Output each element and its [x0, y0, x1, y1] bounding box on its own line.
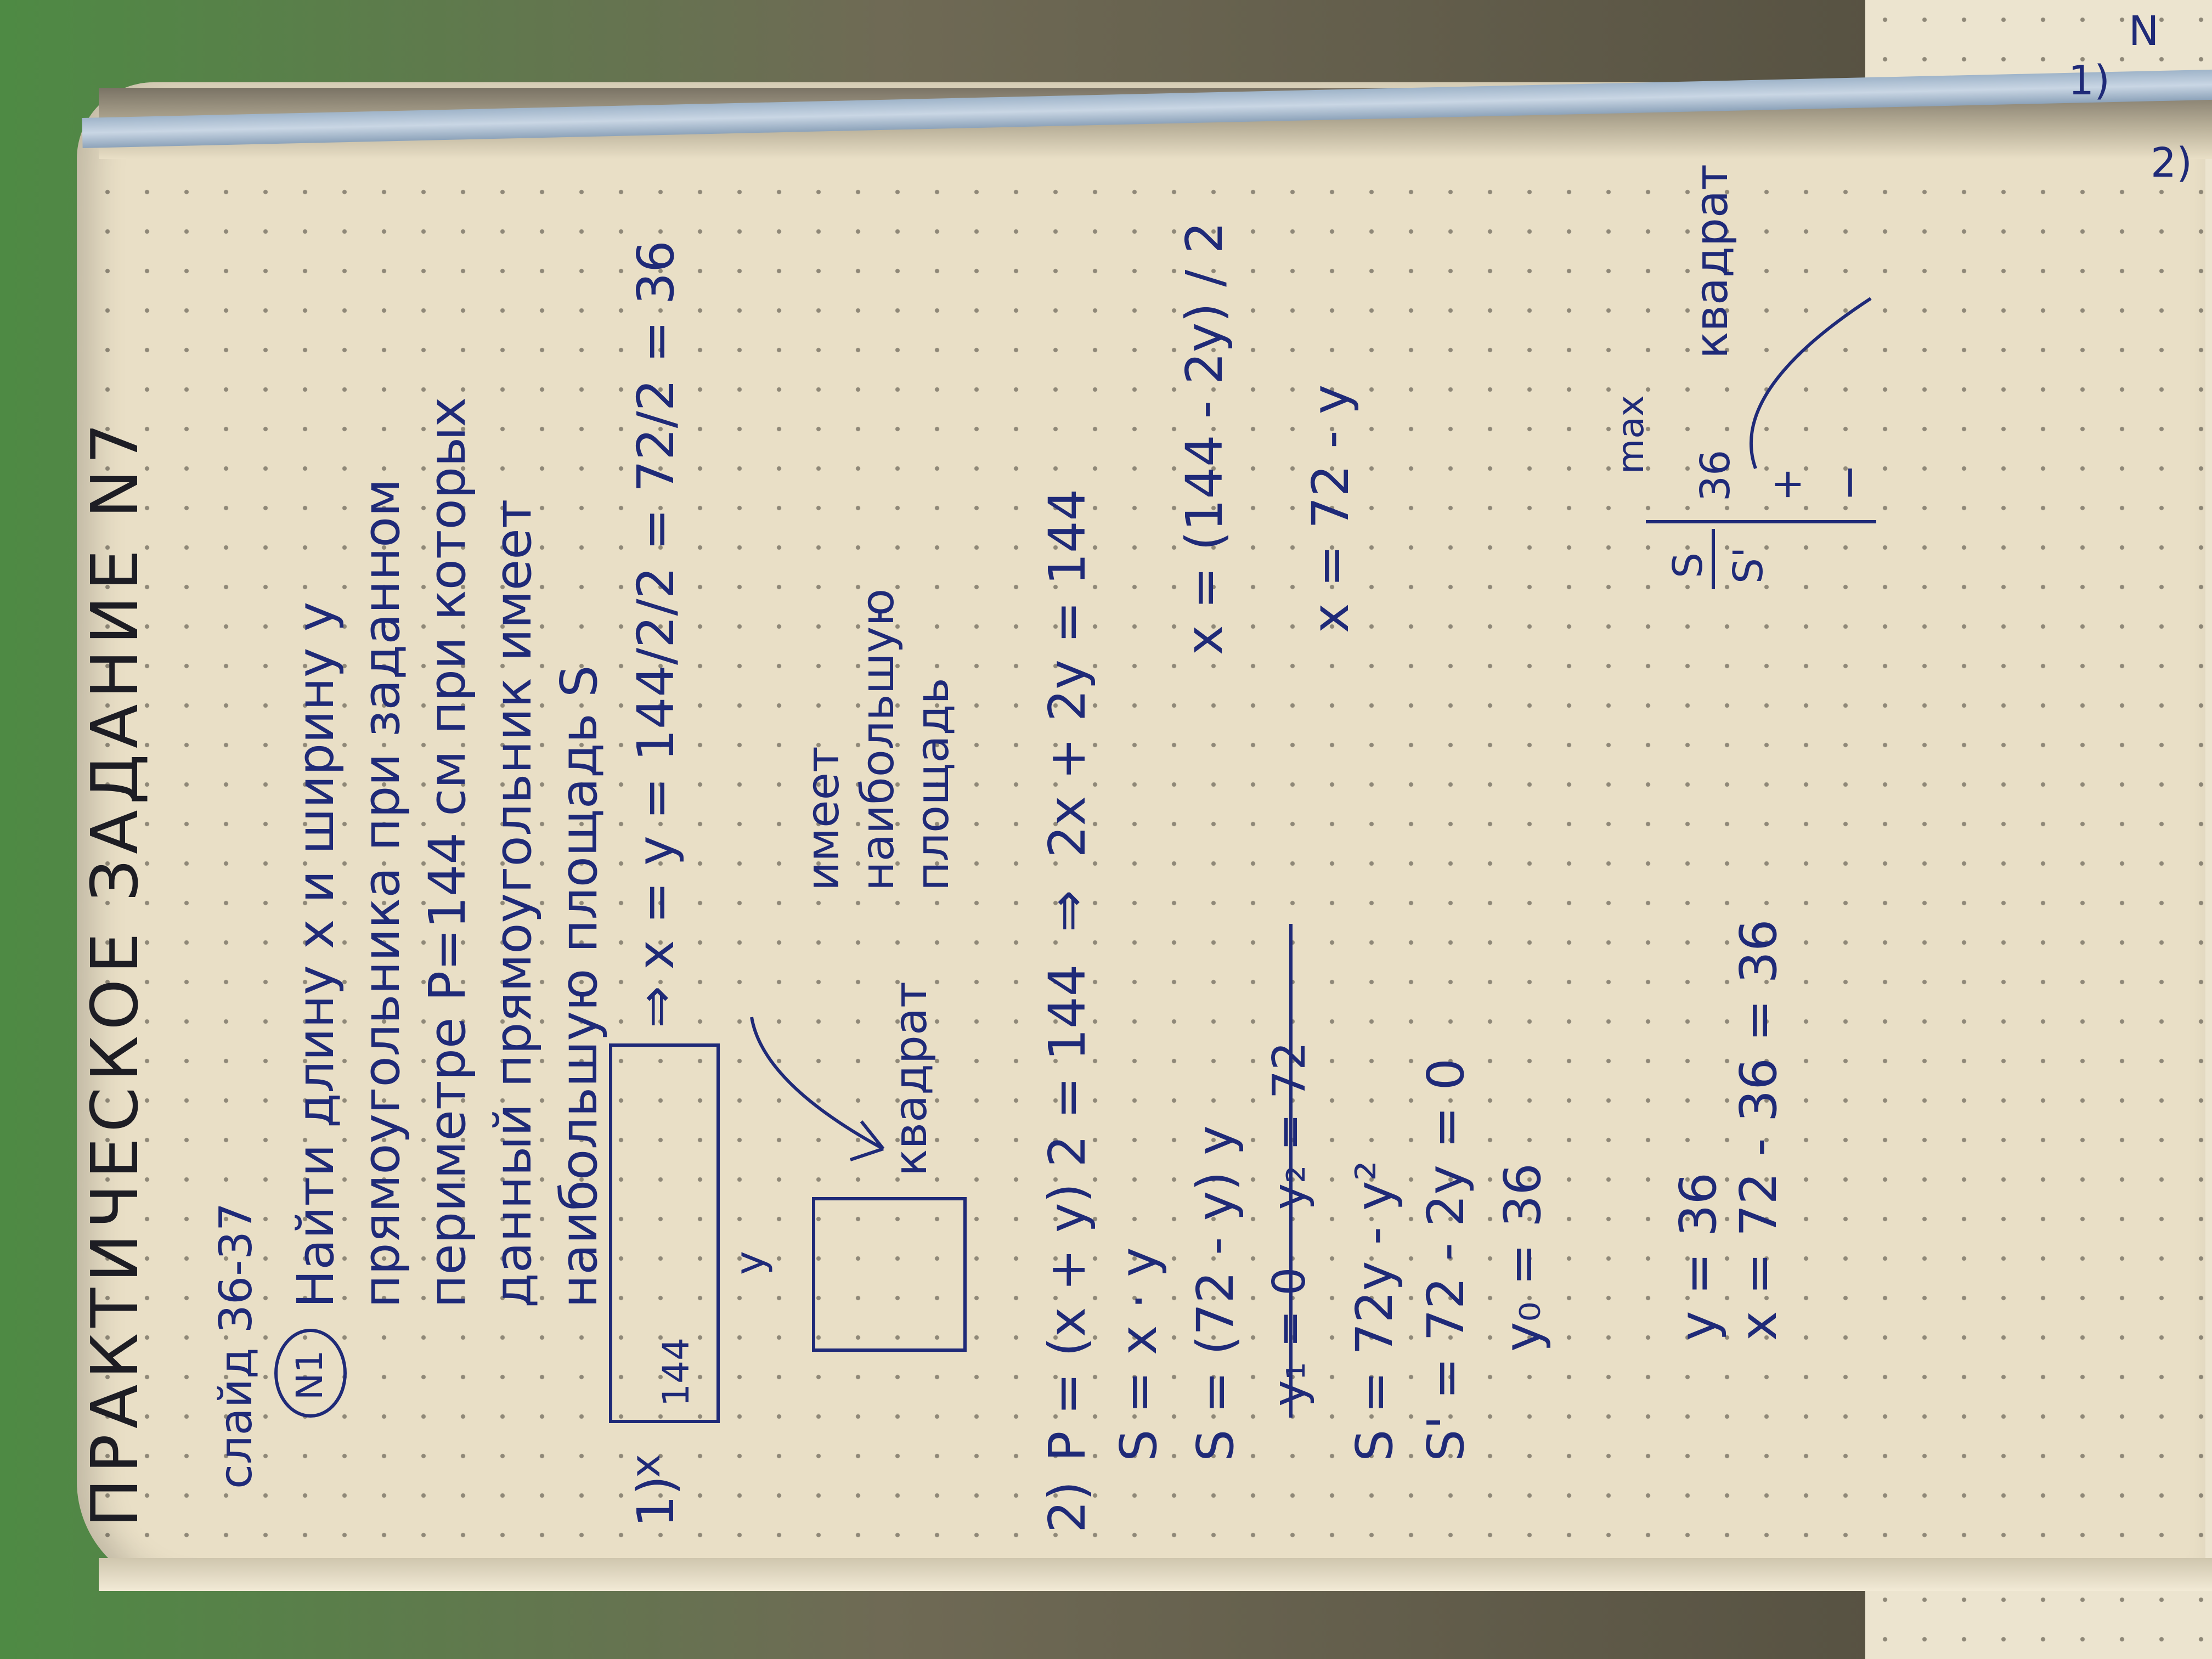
part1-result: ⇒ x = y = 144/2/2 = 72/2 = 36: [627, 240, 685, 1028]
page-title: ПРАКТИЧЕСКОЕ ЗАДАНИЕ N7: [77, 417, 153, 1527]
sign-chart: [1610, 95, 1876, 644]
sign-minus: −: [1823, 464, 1875, 501]
part2-line-4: y₁ = 0 y₂ = 72: [1263, 1041, 1316, 1407]
task-line-4: данный прямоугольник имеет: [484, 499, 543, 1308]
part2-line-7: y₀ = 36: [1493, 1163, 1552, 1352]
next-page-fragment-1: N: [2129, 8, 2159, 55]
sign-chart-axis: [1646, 520, 1876, 523]
next-page-fragment-3: 2): [2151, 139, 2192, 187]
part2-line-2: S = x · y: [1109, 1247, 1168, 1462]
rect-perimeter-note: 144: [655, 1338, 697, 1407]
next-page-fragment-2: 1): [2068, 57, 2110, 104]
answer-y: y = 36: [1669, 1172, 1728, 1341]
task-line-1: Найти длину x и ширину y: [286, 601, 345, 1308]
slide-note: слайд 36-37: [210, 1202, 262, 1489]
parabola-sketch: [1745, 282, 1887, 479]
sign-verdict: квадрат: [1686, 164, 1738, 359]
arrow-to-square: [741, 1006, 905, 1182]
sign-plus: +: [1763, 467, 1810, 501]
sign-row-s: S: [1664, 552, 1712, 578]
x-derivation-2: x = 72 - y: [1301, 384, 1360, 633]
conclusion-3: площадь: [907, 678, 959, 891]
rect-side-x: x: [622, 1454, 669, 1478]
part1-label: 1): [627, 1475, 685, 1527]
sign-max: max: [1610, 395, 1652, 474]
rect-side-y: y: [726, 1251, 774, 1275]
square-sketch: [812, 1197, 967, 1352]
conclusion-1: имеет: [797, 746, 849, 891]
task-line-5: наибольшую площадь S: [550, 665, 608, 1308]
task-badge-text: N1: [289, 1350, 331, 1400]
sign-point: 36: [1692, 449, 1739, 501]
part2-line-6: S' = 72 - 2y = 0: [1417, 1058, 1475, 1462]
answer-x: x = 72 - 36 = 36: [1729, 919, 1788, 1341]
part2-line-1: P = (x + y) 2 = 144 ⇒ 2x + 2y = 144: [1038, 488, 1097, 1462]
conclusion-2: наибольшую: [852, 588, 904, 891]
roots-strike-line: [1289, 924, 1293, 1418]
part2-label: 2): [1038, 1481, 1097, 1533]
sign-row-sprime: S': [1725, 546, 1772, 584]
part2-line-3: S = (72 - y) y: [1186, 1125, 1245, 1462]
x-derivation-1: x = (144 - 2y) / 2: [1175, 221, 1234, 655]
task-line-2: прямоугольника при заданном: [352, 478, 411, 1308]
task-line-3: периметре P=144 см при которых: [418, 397, 477, 1308]
part2-line-5: S = 72y - y²: [1345, 1160, 1404, 1462]
sign-chart-divider: [1712, 529, 1715, 589]
task-badge: [274, 1329, 347, 1418]
square-word: квадрат: [885, 981, 937, 1176]
